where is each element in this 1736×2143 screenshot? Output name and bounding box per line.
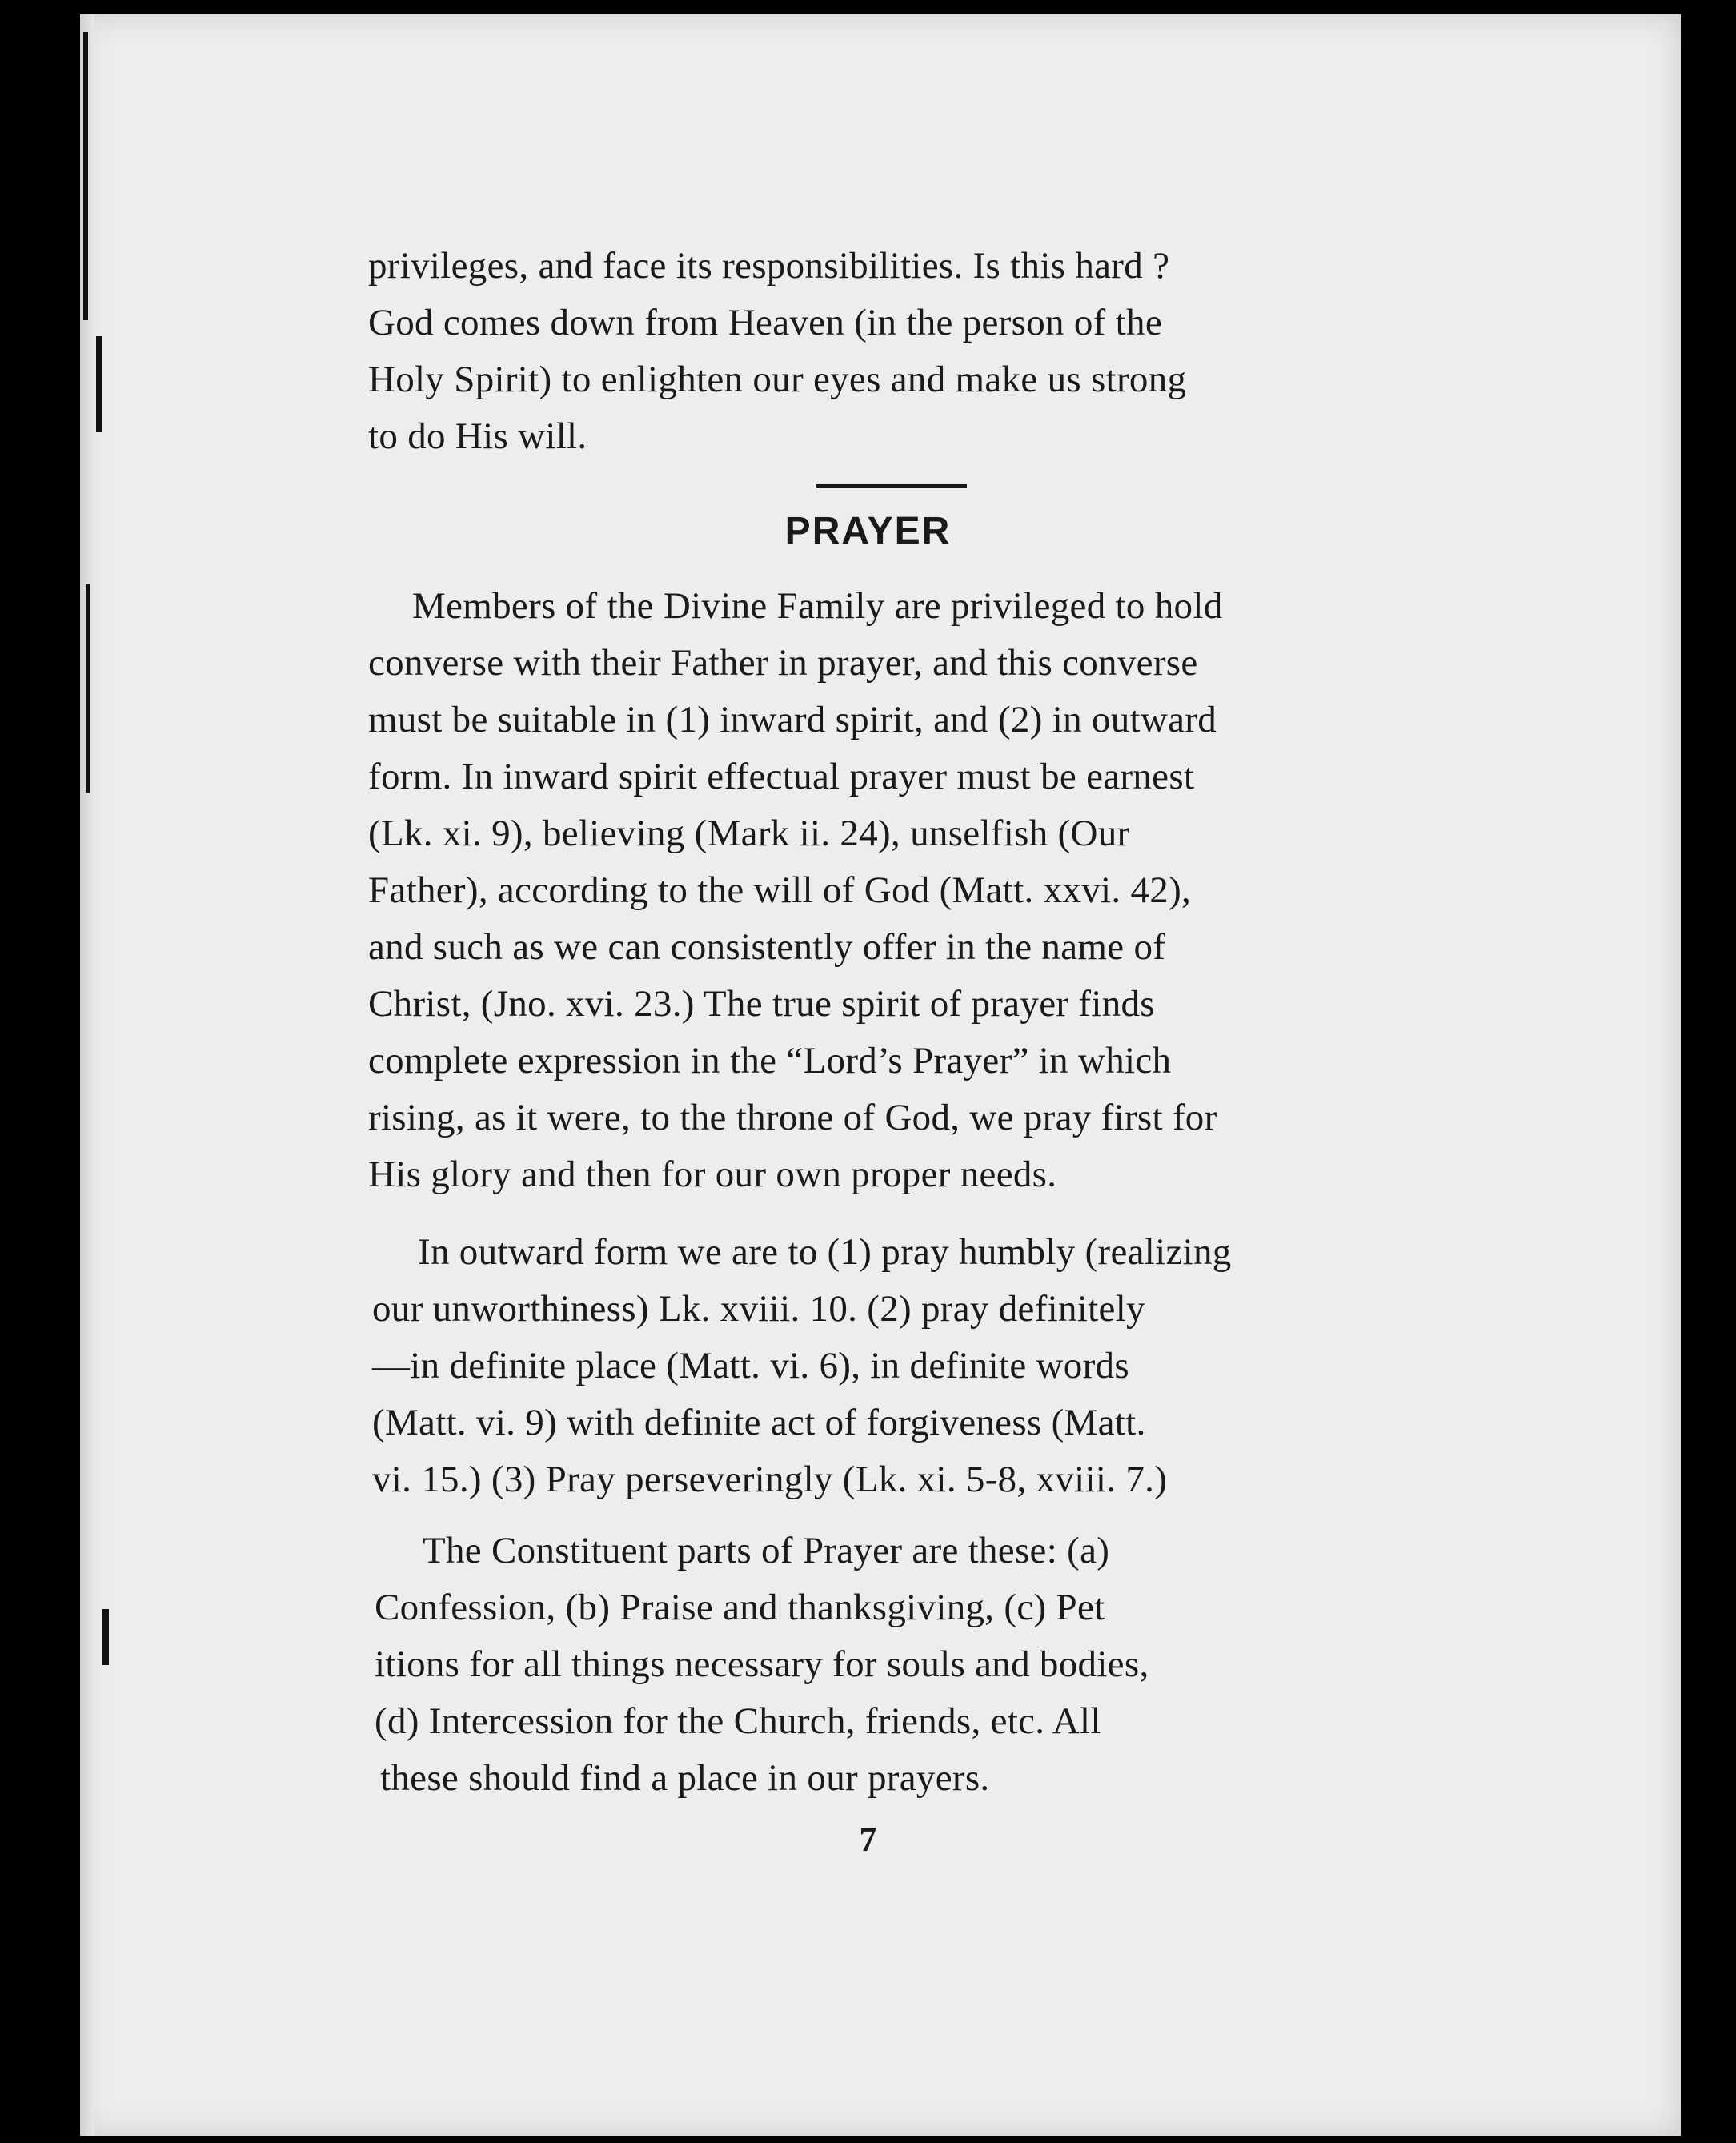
page-number: 7 — [859, 1820, 877, 1859]
text-line: Confession, (b) Praise and thanksgiving, (c) Pet — [375, 1587, 1105, 1628]
text-line: privileges, and face its responsibilities. Is this hard ? — [368, 245, 1170, 287]
text-line: our unworthiness) Lk. xviii. 10. (2) pray definitely — [372, 1288, 1145, 1330]
text-line: His glory and then for our own proper needs. — [368, 1154, 1057, 1195]
text-line: Christ, (Jno. xvi. 23.) The true spirit of prayer finds — [368, 983, 1155, 1025]
text-line: must be suitable in (1) inward spirit, and (2) in outward — [368, 699, 1217, 740]
text-line: In outward form we are to (1) pray humbly (realizing — [418, 1231, 1232, 1273]
page-spine — [80, 14, 94, 2136]
text-line: these should find a place in our prayers. — [380, 1757, 990, 1799]
text-line: itions for all things necessary for souls and bodies, — [375, 1643, 1149, 1685]
section-heading: PRAYER — [784, 510, 952, 552]
text-line: complete expression in the “Lord’s Prayer” in which — [368, 1040, 1172, 1082]
text-line: Holy Spirit) to enlighten our eyes and make us strong — [368, 359, 1187, 400]
text-line: rising, as it were, to the throne of God, we pray first for — [368, 1097, 1217, 1138]
text-line: (d) Intercession for the Church, friends, etc. All — [375, 1700, 1101, 1742]
text-line: Father), according to the will of God (Matt. xxvi. 42), — [368, 869, 1192, 911]
text-line: The Constituent parts of Prayer are these: (a) — [423, 1530, 1110, 1571]
binding-mark — [83, 32, 88, 320]
text-line: (Matt. vi. 9) with definite act of forgiveness (Matt. — [372, 1402, 1146, 1443]
text-line: (Lk. xi. 9), believing (Mark ii. 24), unselfish (Our — [368, 813, 1130, 854]
text-line: form. In inward spirit effectual prayer must be earnest — [368, 756, 1195, 797]
section-divider — [816, 484, 967, 488]
binding-mark — [102, 1609, 109, 1665]
text-line: —in definite place (Matt. vi. 6), in definite words — [372, 1345, 1129, 1387]
text-line: and such as we can consistently offer in the name of — [368, 926, 1166, 968]
text-line: vi. 15.) (3) Pray perseveringly (Lk. xi. 5-8, xviii. 7.) — [372, 1459, 1168, 1500]
text-line: God comes down from Heaven (in the person of the — [368, 302, 1162, 343]
text-line: converse with their Father in prayer, and this converse — [368, 642, 1198, 684]
binding-mark — [86, 584, 90, 793]
text-line: Members of the Divine Family are privileged to hold — [412, 585, 1223, 627]
text-line: to do His will. — [368, 415, 587, 457]
binding-mark — [96, 336, 102, 432]
